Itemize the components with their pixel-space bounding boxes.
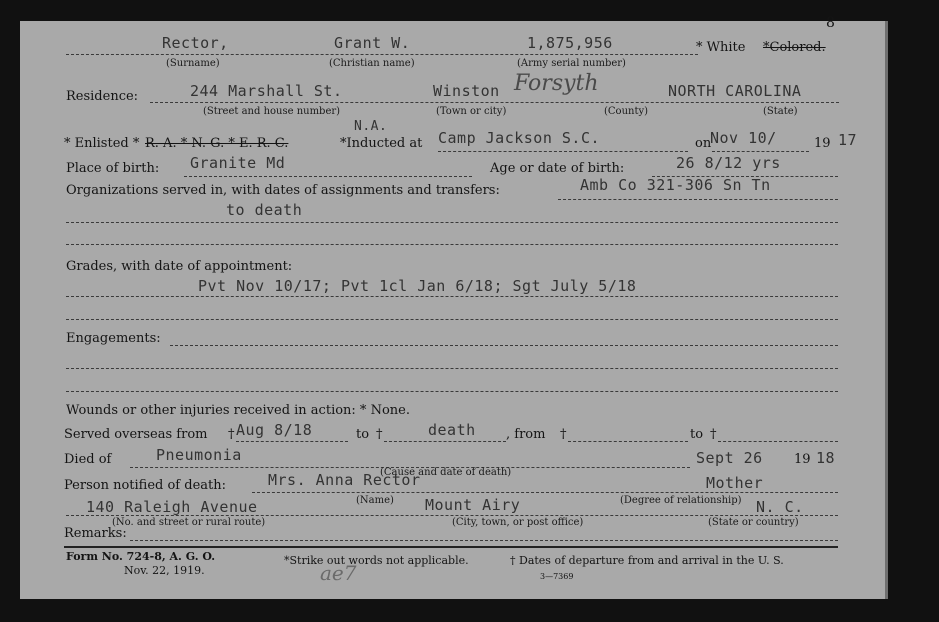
notified-line [252,492,838,493]
notified-state-value: N. C. [756,498,804,516]
relationship-label: (Degree of relationship) [620,495,742,506]
overseas-dagger-3: † [560,427,567,442]
state-value: NORTH CAROLINA [668,82,802,100]
engagements-label: Engagements: [66,331,161,346]
notified-city-value: Mount Airy [425,496,521,514]
notified-label: Person notified of death: [64,478,226,493]
surname-value: Rector, [162,34,229,52]
overseas-dagger-2: † [376,427,383,442]
overseas-dagger-4: † [710,427,717,442]
engagements-line-3 [66,391,838,392]
print-code: 3—7369 [540,572,574,581]
residence-line [150,102,839,103]
engagements-line-2 [66,368,838,369]
christian-name-value: Grant W. [334,34,411,52]
state-country-label: (State or country) [708,517,799,528]
footnote-dates: † Dates of departure from and arrival in the U. S. [510,554,784,567]
surname-label: (Surname) [166,58,220,69]
age-value: 26 8/12 yrs [676,154,781,172]
inducted-date-line [712,151,809,152]
town-label: (Town or city) [436,106,507,117]
notified-name-label: (Name) [356,495,394,506]
corner-mark: 8 [826,15,835,31]
serial-number-label: (Army serial number) [517,58,626,69]
name-row-line [66,54,698,55]
inducted-place-line [438,151,688,152]
return-from-line [568,441,688,442]
death-year-prefix: 19 [794,452,811,467]
age-label: Age or date of birth: [490,161,625,176]
grades-label: Grades, with date of appointment: [66,259,293,274]
relationship-value: Mother [706,474,764,492]
organizations-value-2: to death [226,201,303,219]
street-value: 244 Marshall St. [190,82,343,100]
cause-value: Pneumonia [156,446,242,464]
county-value: Forsyth [514,71,599,96]
overseas-to-label: to [356,427,370,442]
service-record-card [20,15,888,599]
form-date: Nov. 22, 1919. [124,564,205,577]
birthplace-line [184,176,472,177]
overseas-dagger-1: † [228,427,235,442]
pencil-mark: ae7 [320,561,357,585]
address-label: (No. and street or rural route) [112,517,266,528]
grades-value: Pvt Nov 10/17; Pvt 1cl Jan 6/18; Sgt July 5/18 [198,277,637,295]
na-mark: N.A. [354,119,388,134]
serial-number-value: 1,875,956 [527,34,613,52]
overseas-to-line [384,441,506,442]
inducted-year-value: 17 [838,131,858,149]
birthplace-label: Place of birth: [66,161,160,176]
on-label: on [695,136,712,151]
grades-line-1 [66,296,838,297]
return-to-line [718,441,838,442]
remarks-line [130,540,838,541]
notified-address-value: 140 Raleigh Avenue [86,498,258,516]
died-of-label: Died of [64,452,112,467]
form-number: Form No. 724-8, A. G. O. [66,550,216,563]
grades-line-2 [66,319,838,320]
enlisted-struck-options: R. A. * N. G. * E. R. C. [145,136,289,151]
return-to-label: to [690,427,704,442]
return-from-label: , from [506,427,546,442]
inducted-label: *Inducted at [340,136,423,151]
overseas-from-line [236,441,348,442]
engagements-line-1 [170,345,838,346]
organizations-line-1 [558,199,838,200]
inducted-place-value: Camp Jackson S.C. [438,129,601,147]
overseas-label: Served overseas from [64,427,208,442]
overseas-to-value: death [428,421,476,439]
organizations-line-2 [66,222,838,223]
footer-rule [64,546,838,548]
inducted-year-prefix: 19 [814,136,831,151]
organizations-line-3 [66,244,838,245]
state-label: (State) [763,106,798,117]
death-date-value: Sept 26 [696,449,763,467]
overseas-from-value: Aug 8/18 [236,421,313,439]
birthplace-value: Granite Md [190,154,286,172]
inducted-date-value: Nov 10/ [710,129,777,147]
organizations-value-1: Amb Co 321-306 Sn Tn [580,176,771,194]
wounds-label: Wounds or other injuries received in action: * None. [66,403,410,418]
cause-label: (Cause and date of death) [380,467,512,478]
notified-name-value: Mrs. Anna Rector [268,471,421,489]
death-year-value: 18 [816,449,836,467]
town-value: Winston [433,82,500,100]
organizations-label: Organizations served in, with dates of assignments and transfers: [66,183,500,198]
residence-label: Residence: [66,89,139,104]
county-label: (County) [604,106,649,117]
christian-name-label: (Christian name) [329,58,415,69]
race-white: * White [696,40,746,55]
street-label: (Street and house number) [203,106,341,117]
remarks-label: Remarks: [64,526,127,541]
race-colored: *Colored. [763,40,826,55]
city-label: (City, town, or post office) [452,517,584,528]
enlisted-label: * Enlisted * [64,136,140,151]
footnote-strike: *Strike out words not applicable. [284,554,469,567]
